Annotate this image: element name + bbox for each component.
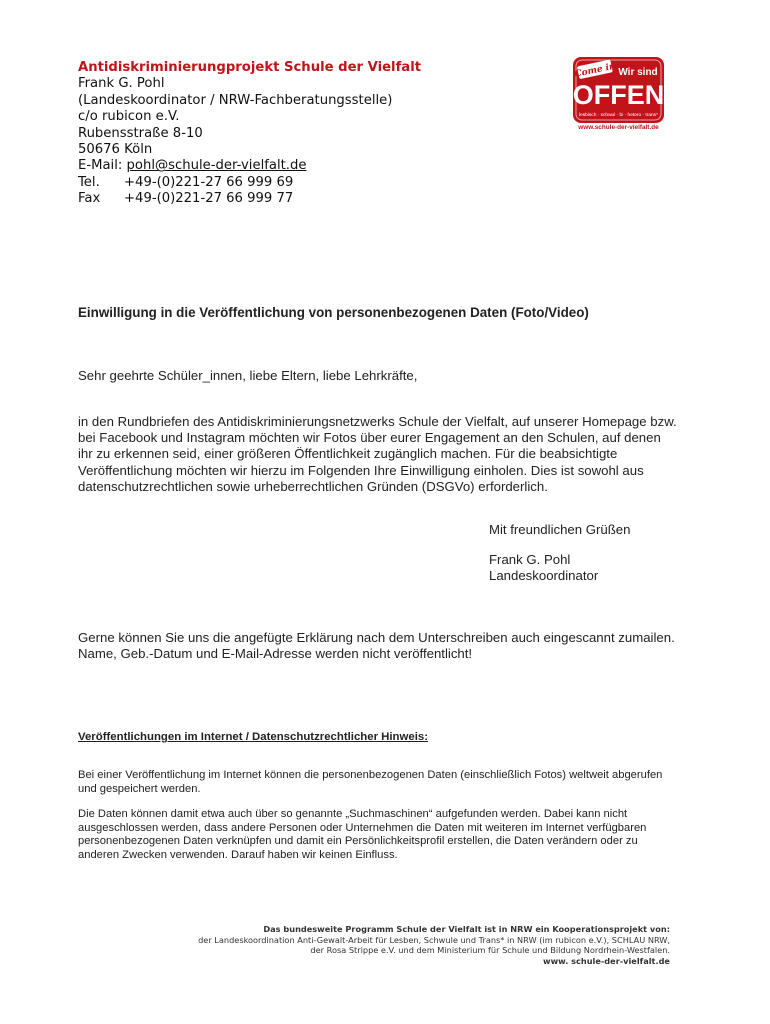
logo-website: www.schule-der-vielfalt.de — [578, 124, 659, 131]
svg-text:Come in: Come in — [573, 61, 617, 80]
email-line — [78, 158, 421, 174]
signature-block — [489, 552, 598, 584]
footer-partners-line-1: der Landeskoordination Anti-Gewalt-Arbeit für Lesben, Schwule und Trans* in NRW (im rubicon e.V.), SCHLAU NRW, — [198, 934, 670, 945]
page-footer — [198, 924, 670, 967]
email-label: E-Mail: — [78, 158, 127, 174]
street-address: Rubensstraße 8-10 — [78, 125, 203, 141]
footer-website[interactable]: www. schule-der-vielfalt.de — [543, 956, 670, 967]
fax-number: +49-(0)221-27 66 999 77 — [124, 191, 294, 207]
sender-name: Frank G. Pohl — [78, 76, 165, 92]
sender-role: (Landeskoordinator / NRW-Fachberatungsstelle) — [78, 92, 393, 108]
phone-line — [78, 175, 421, 191]
signer-name: Frank G. Pohl — [489, 552, 571, 567]
phone-number: +49-(0)221-27 66 999 69 — [124, 174, 294, 190]
scan-note-paragraph: Gerne können Sie uns die angefügte Erklärung nach dem Unterschreiben auch eingescannt zumailen. Name, Geb.-Datum und E-Mail-Adresse werden nicht veröffentlicht! — [78, 630, 675, 662]
svg-text:OFFEN: OFFEN — [572, 80, 665, 110]
svg-text:lesbisch · schwul · bi · heter: lesbisch · schwul · bi · hetero · trans* — [579, 113, 658, 118]
fax-line — [78, 191, 421, 207]
care-of-line: c/o rubicon e.V. — [78, 109, 180, 125]
footer-program-line: Das bundesweite Programm Schule der Vielfalt ist in NRW ein Kooperationsprojekt von: — [263, 924, 670, 934]
privacy-paragraph-2: Die Daten können damit etwa auch über so genannte „Suchmaschinen“ aufgefunden werden. Dabei kann nicht ausgeschlossen werden, dass andere Personen oder Unternehmen die Daten mit weiteren im Internet verfügbaren personenbezogenen Daten verknüpfen und damit ein Persönlichkeitsprofil erstellen, die Daten verändern oder zu anderen Zwecken verwenden. Darauf haben wir keinen Einfluss. — [78, 808, 647, 861]
closing-phrase: Mit freundlichen Grüßen — [489, 522, 631, 537]
svg-text:Wir sind: Wir sind — [618, 67, 658, 78]
organization-name: Antidiskriminierungprojekt Schule der Vielfalt — [78, 60, 422, 75]
phone-label: Tel. — [78, 174, 100, 190]
privacy-section-heading: Veröffentlichungen im Internet / Datenschutzrechtlicher Hinweis: — [78, 731, 429, 743]
logo-graphic — [572, 56, 665, 126]
intro-paragraph: in den Rundbriefen des Antidiskriminierungsnetzwerks Schule der Vielfalt, auf unserer Homepage bzw. bei Facebook und Instagram möchten wir Fotos über eurer Engagement an den Schulen, auf denen ihr zu erkennen seid, einer größeren Öffentlichkeit zugänglich machen. Für die beabsichtigte Veröffentlichung möchten wir hierzu im Folgenden Ihre Einwilligung einholen. Dies ist sowohl aus datenschutzrechtlichen sowie urheberrechtlichen Gründen (DSGVo) erforderlich. — [78, 414, 677, 494]
fax-label: Fax — [78, 191, 101, 207]
privacy-paragraph-1: Bei einer Veröffentlichung im Internet können die personenbezogenen Daten (einschließlich Fotos) weltweit abgerufen und gespeichert werden. — [78, 769, 663, 795]
salutation: Sehr geehrte Schüler_innen, liebe Eltern, liebe Lehrkräfte, — [78, 368, 418, 383]
document-title: Einwilligung in die Veröffentlichung von personenbezogenen Daten (Foto/Video) — [78, 305, 589, 320]
sender-address-block — [78, 60, 421, 208]
email-link[interactable]: pohl@schule-der-vielfalt.de — [126, 158, 307, 174]
city-line: 50676 Köln — [78, 142, 153, 158]
footer-partners-line-2: der Rosa Strippe e.V. und dem Ministerium für Schule und Bildung Nordrhein-Westfalen. — [310, 945, 670, 956]
signer-role: Landeskoordinator — [489, 568, 599, 584]
